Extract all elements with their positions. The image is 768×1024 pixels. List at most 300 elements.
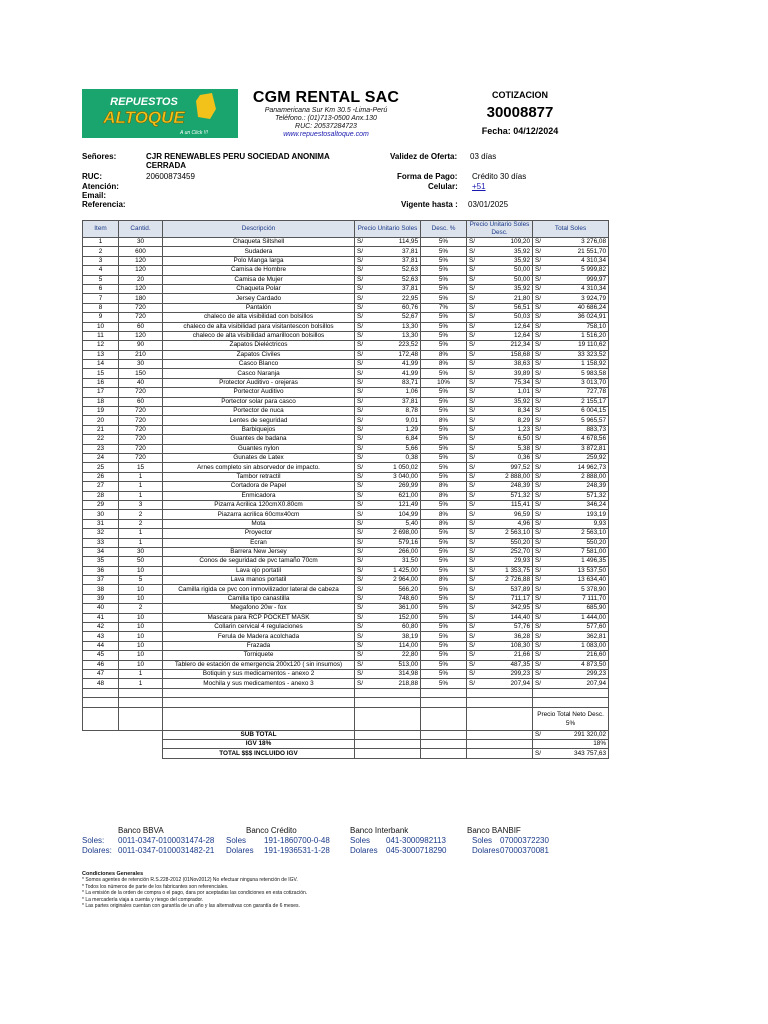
item-description: Portector Auditivo bbox=[163, 388, 355, 397]
item-quantity: 1 bbox=[119, 538, 163, 547]
item-number: 5 bbox=[83, 275, 119, 284]
conditions-title: Condiciones Generales bbox=[82, 871, 144, 877]
item-unit-price: 566,20 bbox=[364, 585, 421, 594]
dolares-label: Dolares bbox=[472, 846, 500, 855]
item-number: 42 bbox=[83, 623, 119, 632]
item-total: 36 024,91 bbox=[542, 313, 609, 322]
item-quantity: 720 bbox=[119, 444, 163, 453]
table-row bbox=[83, 463, 609, 472]
table-row bbox=[83, 256, 609, 265]
total-currency: S/ bbox=[533, 500, 542, 509]
total-currency: S/ bbox=[533, 651, 542, 660]
bank-interbank bbox=[350, 826, 460, 856]
item-description: Zapatos Dieléctricos bbox=[163, 341, 355, 350]
item-discount: 5% bbox=[421, 529, 467, 538]
item-quantity: 720 bbox=[119, 435, 163, 444]
quote-date: Fecha: 04/12/2024 bbox=[481, 126, 559, 136]
item-total: 2 563,10 bbox=[542, 529, 609, 538]
company-logo bbox=[82, 89, 238, 138]
item-total: 999,97 bbox=[542, 275, 609, 284]
item-quantity: 50 bbox=[119, 557, 163, 566]
item-description: Frazada bbox=[163, 641, 355, 650]
item-quantity: 1 bbox=[119, 472, 163, 481]
desc-price-currency: S/ bbox=[467, 256, 476, 265]
item-quantity: 720 bbox=[119, 416, 163, 425]
item-number: 19 bbox=[83, 407, 119, 416]
item-number: 2 bbox=[83, 247, 119, 256]
desc-price-currency: S/ bbox=[467, 303, 476, 312]
item-description: Ferula de Madera acolchada bbox=[163, 632, 355, 641]
unit-price-currency: S/ bbox=[355, 238, 364, 247]
item-unit-price: 31,50 bbox=[364, 557, 421, 566]
item-number: 32 bbox=[83, 529, 119, 538]
total-currency: S/ bbox=[533, 388, 542, 397]
desc-price-currency: S/ bbox=[467, 444, 476, 453]
item-unit-price: 52,63 bbox=[364, 266, 421, 275]
item-discounted-price: 35,92 bbox=[476, 284, 533, 293]
item-discounted-price: 711,17 bbox=[476, 594, 533, 603]
item-unit-price: 1 425,00 bbox=[364, 566, 421, 575]
item-total: 3 872,81 bbox=[542, 444, 609, 453]
total-currency: S/ bbox=[533, 679, 542, 688]
item-discount: 5% bbox=[421, 247, 467, 256]
table-row bbox=[83, 294, 609, 303]
table-row bbox=[83, 247, 609, 256]
condition-item: * Somos agentes de retención R.S.228-2012 (01Nov2012) No efectuar ninguna retención de IGV. bbox=[82, 877, 298, 884]
item-discounted-price: 252,70 bbox=[476, 547, 533, 556]
item-discounted-price: 39,89 bbox=[476, 369, 533, 378]
desc-price-currency: S/ bbox=[467, 322, 476, 331]
unit-price-currency: S/ bbox=[355, 369, 364, 378]
unit-price-currency: S/ bbox=[355, 510, 364, 519]
item-discount: 5% bbox=[421, 238, 467, 247]
item-total: 3 924,79 bbox=[542, 294, 609, 303]
item-unit-price: 37,81 bbox=[364, 256, 421, 265]
header-descripcion: Descripción bbox=[163, 221, 355, 238]
item-number: 41 bbox=[83, 613, 119, 622]
item-discounted-price: 1 353,75 bbox=[476, 566, 533, 575]
items-table bbox=[82, 220, 609, 759]
unit-price-currency: S/ bbox=[355, 284, 364, 293]
item-discount: 5% bbox=[421, 660, 467, 669]
item-discounted-price: 212,34 bbox=[476, 341, 533, 350]
total-currency: S/ bbox=[533, 378, 542, 387]
desc-price-currency: S/ bbox=[467, 669, 476, 678]
total-currency: S/ bbox=[533, 463, 542, 472]
table-row bbox=[83, 369, 609, 378]
item-description: Botiquin y sus medicamentos - anexo 2 bbox=[163, 669, 355, 678]
item-discounted-price: 248,39 bbox=[476, 482, 533, 491]
total-currency: S/ bbox=[533, 303, 542, 312]
item-number: 1 bbox=[83, 238, 119, 247]
item-unit-price: 1,06 bbox=[364, 388, 421, 397]
item-discount: 5% bbox=[421, 275, 467, 284]
soles-label: Soles bbox=[472, 836, 493, 845]
unit-price-currency: S/ bbox=[355, 623, 364, 632]
unit-price-currency: S/ bbox=[355, 247, 364, 256]
item-number: 23 bbox=[83, 444, 119, 453]
item-quantity: 10 bbox=[119, 566, 163, 575]
item-discount: 5% bbox=[421, 613, 467, 622]
item-discounted-price: 115,41 bbox=[476, 500, 533, 509]
item-discounted-price: 1,01 bbox=[476, 388, 533, 397]
item-discounted-price: 75,34 bbox=[476, 378, 533, 387]
igv-label: IGV 18% bbox=[163, 739, 355, 748]
desc-price-currency: S/ bbox=[467, 350, 476, 359]
item-discounted-price: 997,52 bbox=[476, 463, 533, 472]
item-quantity: 2 bbox=[119, 519, 163, 528]
total-currency: S/ bbox=[533, 294, 542, 303]
item-total: 3 276,08 bbox=[542, 238, 609, 247]
item-quantity: 90 bbox=[119, 341, 163, 350]
unit-price-currency: S/ bbox=[355, 425, 364, 434]
desc-price-currency: S/ bbox=[467, 388, 476, 397]
referencia-label: Referencia: bbox=[82, 200, 126, 209]
item-number: 12 bbox=[83, 341, 119, 350]
item-total: 346,24 bbox=[542, 500, 609, 509]
item-total: 7 111,70 bbox=[542, 594, 609, 603]
item-total: 362,81 bbox=[542, 632, 609, 641]
item-description: Barrera New Jersey bbox=[163, 547, 355, 556]
item-number: 28 bbox=[83, 491, 119, 500]
unit-price-currency: S/ bbox=[355, 500, 364, 509]
table-row bbox=[83, 538, 609, 547]
item-unit-price: 22,95 bbox=[364, 294, 421, 303]
desc-price-currency: S/ bbox=[467, 623, 476, 632]
item-discount: 8% bbox=[421, 519, 467, 528]
desc-price-currency: S/ bbox=[467, 547, 476, 556]
unit-price-currency: S/ bbox=[355, 416, 364, 425]
pago-label: Forma de Pago: bbox=[397, 172, 458, 181]
item-unit-price: 60,80 bbox=[364, 623, 421, 632]
desc-price-currency: S/ bbox=[467, 378, 476, 387]
item-number: 13 bbox=[83, 350, 119, 359]
item-discounted-price: 299,23 bbox=[476, 669, 533, 678]
item-description: Mochila y sus medicamentos - anexo 3 bbox=[163, 679, 355, 688]
item-discount: 5% bbox=[421, 679, 467, 688]
unit-price-currency: S/ bbox=[355, 350, 364, 359]
item-number: 44 bbox=[83, 641, 119, 650]
item-discount: 5% bbox=[421, 444, 467, 453]
desc-price-currency: S/ bbox=[467, 557, 476, 566]
item-quantity: 30 bbox=[119, 360, 163, 369]
unit-price-currency: S/ bbox=[355, 397, 364, 406]
item-description: Polo Manga larga bbox=[163, 256, 355, 265]
item-description: Guantes de badana bbox=[163, 435, 355, 444]
item-discounted-price: 35,92 bbox=[476, 397, 533, 406]
item-description: Lava ojo portatil bbox=[163, 566, 355, 575]
desc-price-currency: S/ bbox=[467, 266, 476, 275]
item-description: Guantes nylon bbox=[163, 444, 355, 453]
table-row bbox=[83, 407, 609, 416]
item-discounted-price: 29,93 bbox=[476, 557, 533, 566]
item-unit-price: 269,99 bbox=[364, 482, 421, 491]
desc-price-currency: S/ bbox=[467, 238, 476, 247]
item-number: 4 bbox=[83, 266, 119, 275]
item-number: 15 bbox=[83, 369, 119, 378]
item-number: 27 bbox=[83, 482, 119, 491]
item-description: Sudadera bbox=[163, 247, 355, 256]
item-total: 2 155,17 bbox=[542, 397, 609, 406]
table-row bbox=[83, 557, 609, 566]
item-total: 21 551,70 bbox=[542, 247, 609, 256]
desc-price-currency: S/ bbox=[467, 679, 476, 688]
total-currency: S/ bbox=[533, 331, 542, 340]
item-unit-price: 1 050,02 bbox=[364, 463, 421, 472]
bank-banbif bbox=[467, 826, 582, 856]
item-unit-price: 223,52 bbox=[364, 341, 421, 350]
item-quantity: 1 bbox=[119, 529, 163, 538]
item-discounted-price: 35,92 bbox=[476, 247, 533, 256]
header-total: Total Soles bbox=[533, 221, 609, 238]
table-row bbox=[83, 322, 609, 331]
item-discount: 5% bbox=[421, 294, 467, 303]
item-discount: 5% bbox=[421, 313, 467, 322]
desc-price-currency: S/ bbox=[467, 416, 476, 425]
unit-price-currency: S/ bbox=[355, 594, 364, 603]
desc-price-currency: S/ bbox=[467, 482, 476, 491]
header-descuento: Desc. % bbox=[421, 221, 467, 238]
table-row bbox=[83, 266, 609, 275]
item-quantity: 10 bbox=[119, 641, 163, 650]
item-number: 30 bbox=[83, 510, 119, 519]
item-unit-price: 37,81 bbox=[364, 397, 421, 406]
company-website-link[interactable]: www.repuestosaltoque.com bbox=[283, 131, 369, 138]
total-value: 343 757,63 bbox=[542, 749, 609, 758]
offer-terms bbox=[380, 152, 610, 210]
item-number: 6 bbox=[83, 284, 119, 293]
item-discount: 8% bbox=[421, 491, 467, 500]
desc-price-currency: S/ bbox=[467, 660, 476, 669]
item-total: 6 004,15 bbox=[542, 407, 609, 416]
item-unit-price: 218,88 bbox=[364, 679, 421, 688]
item-quantity: 1 bbox=[119, 482, 163, 491]
item-discount: 8% bbox=[421, 416, 467, 425]
total-currency: S/ bbox=[533, 547, 542, 556]
item-discount: 5% bbox=[421, 425, 467, 434]
item-discount: 5% bbox=[421, 407, 467, 416]
total-currency: S/ bbox=[533, 510, 542, 519]
item-total: 9,93 bbox=[542, 519, 609, 528]
item-description: Mascara para RCP POCKET MASK bbox=[163, 613, 355, 622]
unit-price-currency: S/ bbox=[355, 378, 364, 387]
item-quantity: 2 bbox=[119, 510, 163, 519]
item-number: 43 bbox=[83, 632, 119, 641]
total-currency: S/ bbox=[533, 669, 542, 678]
celular-link[interactable]: +51 bbox=[472, 182, 486, 191]
item-discount: 5% bbox=[421, 566, 467, 575]
item-discount: 5% bbox=[421, 641, 467, 650]
table-row bbox=[83, 453, 609, 462]
item-number: 29 bbox=[83, 500, 119, 509]
header-precio-unitario: Precio Unitario Soles bbox=[355, 221, 421, 238]
item-discounted-price: 2 563,10 bbox=[476, 529, 533, 538]
table-row bbox=[83, 669, 609, 678]
desc-price-currency: S/ bbox=[467, 453, 476, 462]
desc-price-currency: S/ bbox=[467, 576, 476, 585]
item-description: Chaqueta Siltshell bbox=[163, 238, 355, 247]
item-unit-price: 152,00 bbox=[364, 613, 421, 622]
item-discounted-price: 550,20 bbox=[476, 538, 533, 547]
item-description: Pizarra Acrilica 120cmX0.80cm bbox=[163, 500, 355, 509]
item-number: 40 bbox=[83, 604, 119, 613]
total-currency: S/ bbox=[533, 623, 542, 632]
item-quantity: 3 bbox=[119, 500, 163, 509]
item-total: 40 686,24 bbox=[542, 303, 609, 312]
item-total: 571,32 bbox=[542, 491, 609, 500]
desc-price-currency: S/ bbox=[467, 510, 476, 519]
header-precio-desc: Precio Unitario Soles Desc. bbox=[467, 221, 533, 238]
item-discount: 5% bbox=[421, 463, 467, 472]
item-quantity: 2 bbox=[119, 604, 163, 613]
igv-value: 18% bbox=[533, 739, 609, 748]
condition-item: * La emisión de la orden de compra o el pago, dara por aceptadas las condiciones en esta cotización. bbox=[82, 890, 308, 897]
total-currency: S/ bbox=[533, 557, 542, 566]
unit-price-currency: S/ bbox=[355, 407, 364, 416]
item-discounted-price: 144,40 bbox=[476, 613, 533, 622]
item-unit-price: 0,38 bbox=[364, 453, 421, 462]
company-ruc: RUC: 20537284723 bbox=[295, 123, 357, 130]
total-currency: S/ bbox=[533, 275, 542, 284]
item-discounted-price: 537,89 bbox=[476, 585, 533, 594]
item-quantity: 120 bbox=[119, 266, 163, 275]
unit-price-currency: S/ bbox=[355, 585, 364, 594]
item-discounted-price: 12,64 bbox=[476, 331, 533, 340]
item-number: 16 bbox=[83, 378, 119, 387]
item-description: Barbiquejos bbox=[163, 425, 355, 434]
item-total: 2 888,00 bbox=[542, 472, 609, 481]
item-quantity: 600 bbox=[119, 247, 163, 256]
item-discounted-price: 12,64 bbox=[476, 322, 533, 331]
item-description: chaleco de alta visibilidad amarillocon bolsillos bbox=[163, 331, 355, 340]
desc-price-currency: S/ bbox=[467, 472, 476, 481]
item-total: 5 999,82 bbox=[542, 266, 609, 275]
client-name: CJR RENEWABLES PERU SOCIEDAD ANONIMA CERRADA bbox=[146, 152, 330, 170]
item-unit-price: 121,49 bbox=[364, 500, 421, 509]
total-currency: S/ bbox=[533, 472, 542, 481]
item-discounted-price: 36,28 bbox=[476, 632, 533, 641]
item-total: 5 378,90 bbox=[542, 585, 609, 594]
item-total: 577,60 bbox=[542, 623, 609, 632]
item-discount: 5% bbox=[421, 388, 467, 397]
item-discounted-price: 342,95 bbox=[476, 604, 533, 613]
unit-price-currency: S/ bbox=[355, 472, 364, 481]
item-number: 10 bbox=[83, 322, 119, 331]
subtotal-label: SUB TOTAL bbox=[163, 730, 355, 739]
soles-account: 041-3000982113 bbox=[386, 836, 446, 845]
item-total: 1 158,92 bbox=[542, 360, 609, 369]
table-row bbox=[83, 313, 609, 322]
desc-price-currency: S/ bbox=[467, 247, 476, 256]
item-discount: 5% bbox=[421, 632, 467, 641]
item-description: Torniquete bbox=[163, 651, 355, 660]
table-row bbox=[83, 576, 609, 585]
total-currency: S/ bbox=[533, 491, 542, 500]
item-discount: 5% bbox=[421, 538, 467, 547]
item-quantity: 1 bbox=[119, 669, 163, 678]
item-discounted-price: 8,29 bbox=[476, 416, 533, 425]
total-currency: S/ bbox=[533, 749, 542, 758]
item-description: Jersey Cardado bbox=[163, 294, 355, 303]
item-quantity: 10 bbox=[119, 623, 163, 632]
subtotal-row bbox=[83, 730, 609, 739]
item-discount: 5% bbox=[421, 604, 467, 613]
item-discount: 5% bbox=[421, 500, 467, 509]
bank-name: Banco Interbank bbox=[350, 826, 409, 835]
total-currency: S/ bbox=[533, 604, 542, 613]
item-total: 207,94 bbox=[542, 679, 609, 688]
item-total: 193,19 bbox=[542, 510, 609, 519]
item-unit-price: 172,48 bbox=[364, 350, 421, 359]
item-unit-price: 8,78 bbox=[364, 407, 421, 416]
igv-row bbox=[83, 739, 609, 748]
table-row bbox=[83, 444, 609, 453]
item-discount: 5% bbox=[421, 623, 467, 632]
unit-price-currency: S/ bbox=[355, 266, 364, 275]
item-description: Tablero de estación de emergencia 200x120 ( sin insumos) bbox=[163, 660, 355, 669]
client-info bbox=[82, 152, 382, 209]
unit-price-currency: S/ bbox=[355, 341, 364, 350]
item-number: 26 bbox=[83, 472, 119, 481]
table-row bbox=[83, 397, 609, 406]
total-currency: S/ bbox=[533, 660, 542, 669]
table-row bbox=[83, 378, 609, 387]
desc-price-currency: S/ bbox=[467, 275, 476, 284]
total-label: TOTAL $$$ INCLUIDO IGV bbox=[163, 749, 355, 758]
item-number: 38 bbox=[83, 585, 119, 594]
item-number: 21 bbox=[83, 425, 119, 434]
item-discount: 7% bbox=[421, 303, 467, 312]
general-conditions bbox=[82, 871, 307, 909]
total-currency: S/ bbox=[533, 397, 542, 406]
item-discounted-price: 0,36 bbox=[476, 453, 533, 462]
item-number: 3 bbox=[83, 256, 119, 265]
dolares-label: Dolares: bbox=[82, 846, 112, 855]
item-number: 24 bbox=[83, 453, 119, 462]
vigente-label: Vigente hasta : bbox=[401, 200, 458, 209]
item-discounted-price: 8,34 bbox=[476, 407, 533, 416]
table-row bbox=[83, 660, 609, 669]
item-description: Casco Blanco bbox=[163, 360, 355, 369]
item-total: 299,23 bbox=[542, 669, 609, 678]
bank-name: Banco BBVA bbox=[118, 826, 164, 835]
item-description: Cortadora de Papel bbox=[163, 482, 355, 491]
item-discount: 5% bbox=[421, 585, 467, 594]
item-total: 685,90 bbox=[542, 604, 609, 613]
item-quantity: 180 bbox=[119, 294, 163, 303]
total-currency: S/ bbox=[533, 641, 542, 650]
table-row bbox=[83, 632, 609, 641]
quote-header bbox=[470, 89, 570, 137]
item-quantity: 20 bbox=[119, 275, 163, 284]
item-unit-price: 60,76 bbox=[364, 303, 421, 312]
soles-account: 07000372230 bbox=[500, 836, 549, 845]
item-description: Arnes completo sin absorvedor de impacto. bbox=[163, 463, 355, 472]
item-description: Mota bbox=[163, 519, 355, 528]
total-row bbox=[83, 749, 609, 758]
item-discounted-price: 4,96 bbox=[476, 519, 533, 528]
item-discounted-price: 6,50 bbox=[476, 435, 533, 444]
item-description: chaleco de alta visibilidad para visitantescon bolsillos bbox=[163, 322, 355, 331]
item-discounted-price: 50,00 bbox=[476, 266, 533, 275]
email-label: Email: bbox=[82, 191, 107, 200]
desc-price-currency: S/ bbox=[467, 500, 476, 509]
item-unit-price: 6,84 bbox=[364, 435, 421, 444]
item-discounted-price: 207,94 bbox=[476, 679, 533, 688]
unit-price-currency: S/ bbox=[355, 660, 364, 669]
item-unit-price: 361,00 bbox=[364, 604, 421, 613]
total-currency: S/ bbox=[533, 566, 542, 575]
